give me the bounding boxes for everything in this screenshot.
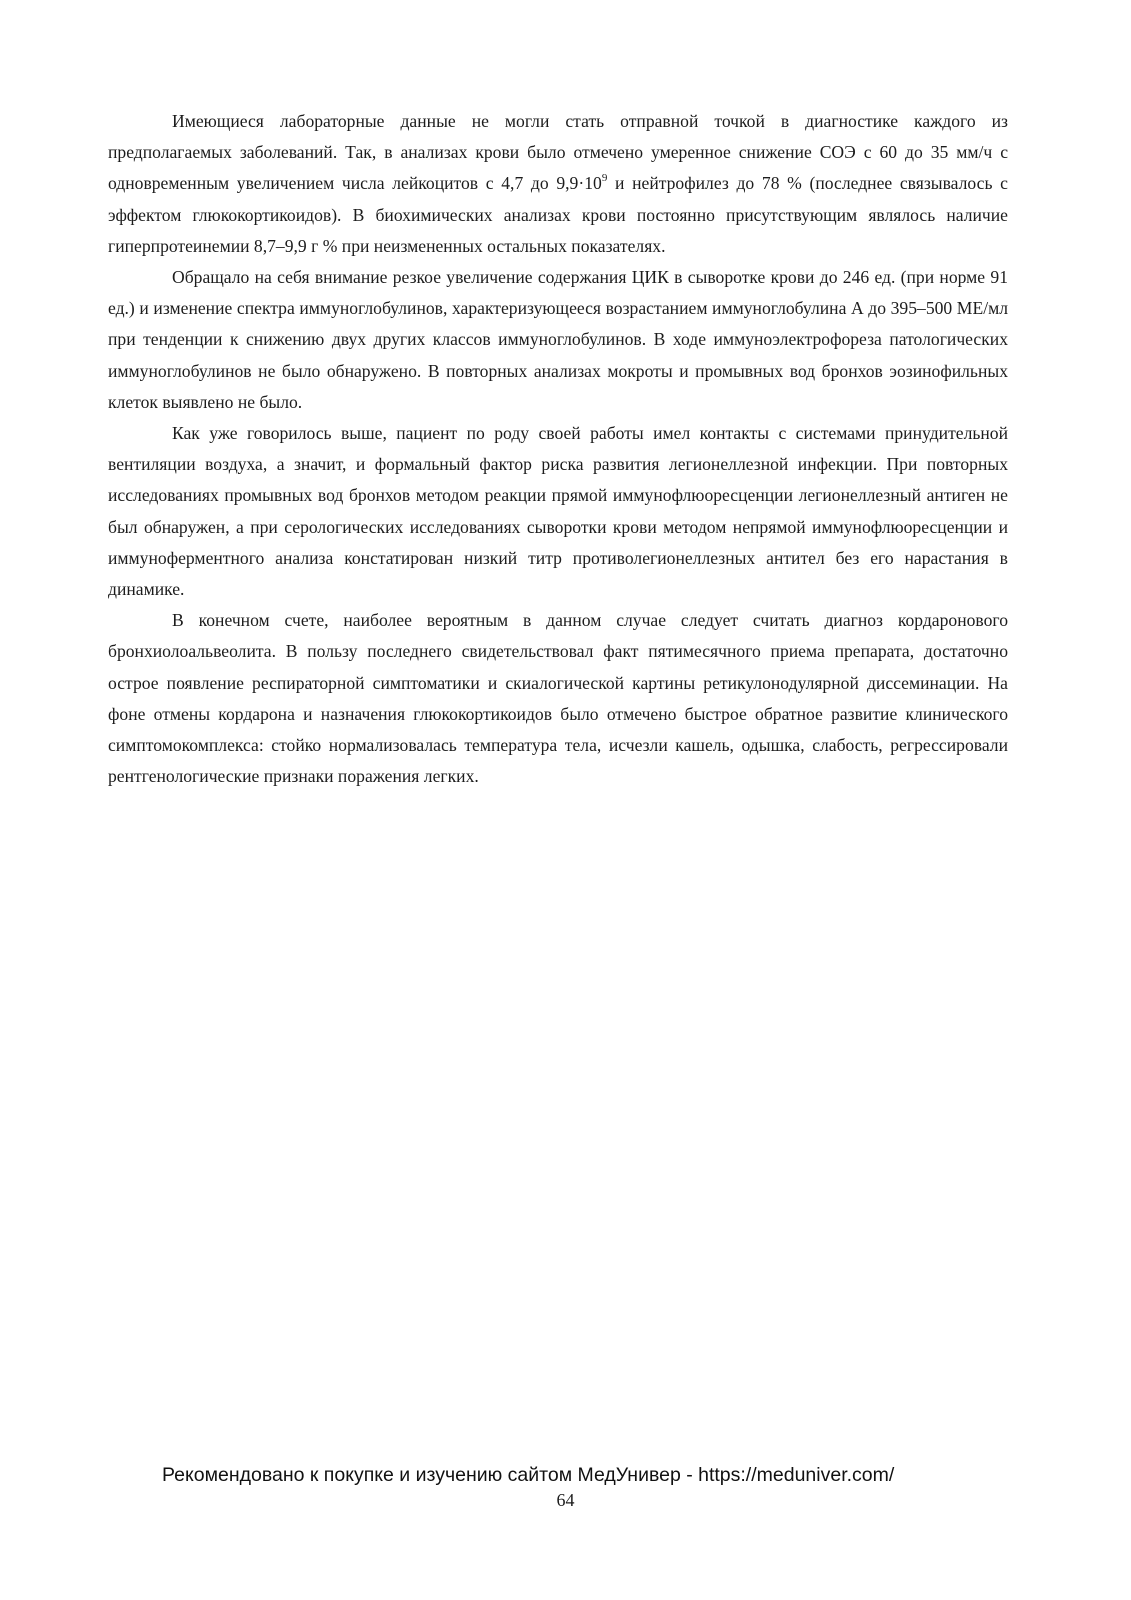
paragraph-lab-data — [108, 106, 1008, 262]
paragraph-text: Имеющиеся лабораторные данные не могли стать отправной точкой в диагностике каждого из предполагаемых заболеваний. Так, в анализах крови было отмечено умеренное снижение СОЭ с 60 до 35 мм/ч с одновременным увеличением числа лейкоцитов с 4,7 до 9,9·10 — [108, 111, 1008, 194]
paragraph-text: и нейтрофилез до 78 % (последнее связывалось с эффектом глюкокортикоидов). В биохимических анализах крови постоянно присутствующим являлось наличие гиперпротеинемии 8,7–9,9 г % при неизмененных остальных показателях. — [108, 173, 1008, 256]
recommendation-note: Рекомендовано к покупке и изучению сайтом МедУнивер - https://meduniver.com/ — [162, 1464, 895, 1486]
paragraph-legionella: Как уже говорилось выше, пациент по роду своей работы имел контакты с системами принудительной вентиляции воздуха, а значит, и формальный фактор риска развития легионеллезной инфекции. При повторных исследованиях промывных вод бронхов методом реакции прямой иммунофлюоресценции легионеллезный антиген не был обнаружен, а при серологических исследованиях сыворотки крови методом непрямой иммунофлюоресценции и иммуноферментного анализа констатирован низкий титр противолегионеллезных антител без его нарастания в динамике. — [108, 423, 1008, 600]
superscript-exponent: 9 — [601, 172, 608, 185]
paragraph-immunoglobulins: Обращало на себя внимание резкое увеличение содержания ЦИК в сыворотке крови до 246 ед. (при норме 91 ед.) и изменение спектра иммуноглобулинов, характеризующееся возрастанием иммуноглобулина А до 395–500 МЕ/мл при тенденции к снижению двух других классов иммуноглобулинов. В ходе иммуноэлектрофореза патологических иммуноглобулинов не было обнаружено. В повторных анализах мокроты и промывных вод бронхов эозинофильных клеток выявлено не было. — [108, 267, 1008, 412]
paragraph-conclusion: В конечном счете, наиболее вероятным в данном случае следует считать диагноз кордаронового бронхиолоальвеолита. В пользу последнего свидетельствовал факт пятимесячного приема препарата, достаточно острое появление респираторной симптоматики и скиалогической картины ретикулонодулярной диссеминации. На фоне отмены кордарона и назначения глюкокортикоидов было отмечено быстрое обратное развитие клинического симптомокомплекса: стойко нормализовалась температура тела, исчезли кашель, одышка, слабость, регрессировали рентгенологические признаки поражения легких. — [108, 610, 1008, 787]
page-number: 64 — [556, 1490, 575, 1510]
body-text — [108, 106, 1008, 792]
